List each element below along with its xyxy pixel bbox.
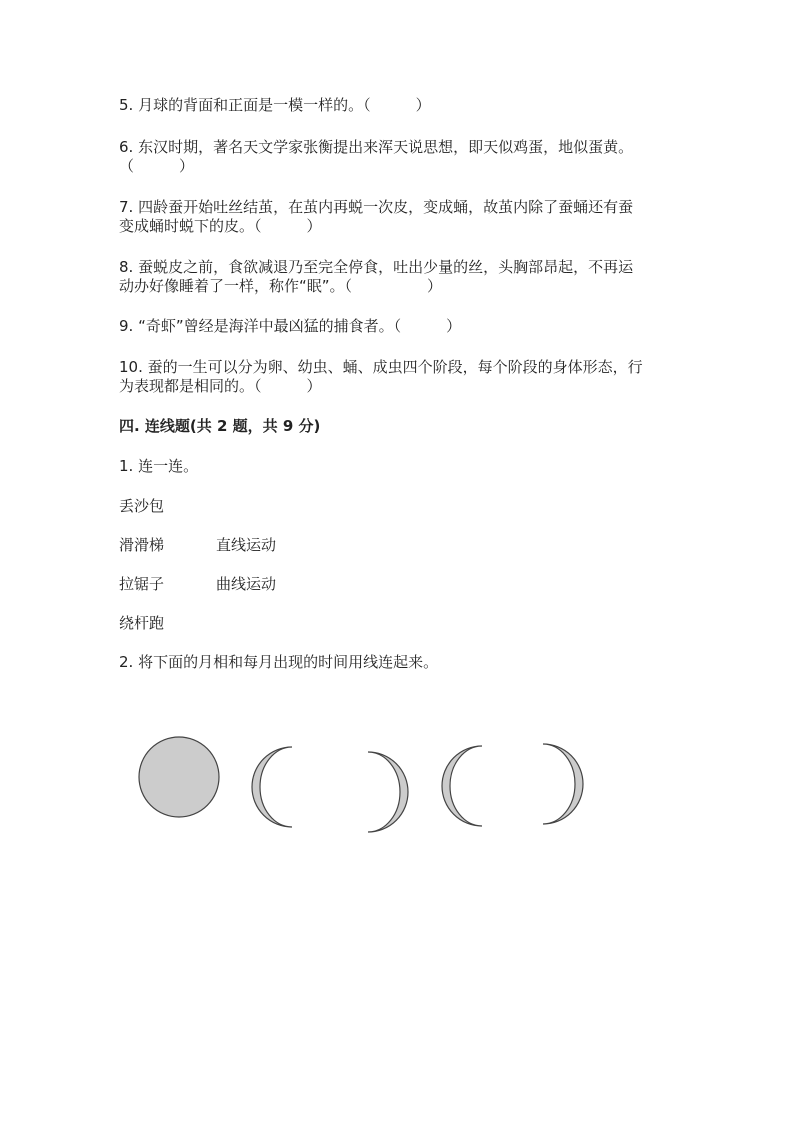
judge-item-10-line2: 为表现都是相同的。（ ） xyxy=(119,377,322,395)
left-item-4: 绕杆跑 xyxy=(119,614,165,632)
judge-item-8-line2: 动办好像睡着了一样，称作“眠”。（ ） xyxy=(119,277,443,295)
moon-phases-figure xyxy=(130,730,590,840)
judge-item-10-line1: 10. 蚕的一生可以分为卵、幼虫、蛹、成虫四个阶段，每个阶段的身体形态，行 xyxy=(119,358,643,376)
judge-item-9: 9. “奇虾”曾经是海洋中最凶猛的捕食者。（ ） xyxy=(119,317,462,335)
waning-crescent-icon xyxy=(442,746,482,826)
waxing-crescent-icon xyxy=(543,744,583,824)
left-item-3: 拉锯子 xyxy=(119,575,165,593)
judge-item-7-line1: 7. 四龄蚕开始吐丝结茧，在茧内再蜕一次皮，变成蛹，故茧内除了蚕蛹还有蚕 xyxy=(119,198,634,216)
right-item-2: 曲线运动 xyxy=(216,575,277,593)
left-item-1: 丢沙包 xyxy=(119,497,165,515)
judge-item-7-line2: 变成蛹时蜕下的皮。（ ） xyxy=(119,217,322,235)
waxing-crescent-icon xyxy=(368,752,408,832)
judge-item-5: 5. 月球的背面和正面是一模一样的。（ ） xyxy=(119,96,431,114)
right-item-1: 直线运动 xyxy=(216,536,277,554)
left-item-2: 滑滑梯 xyxy=(119,536,165,554)
question-1-title: 1. 连一连。 xyxy=(119,457,199,475)
question-2-title: 2. 将下面的月相和每月出现的时间用线连起来。 xyxy=(119,653,439,671)
waning-crescent-icon xyxy=(252,747,292,827)
judge-item-8-line1: 8. 蚕蜕皮之前，食欲减退乃至完全停食，吐出少量的丝，头胸部昂起，不再运 xyxy=(119,258,634,276)
judge-item-6-line1: 6. 东汉时期，著名天文学家张衡提出来浑天说思想，即天似鸡蛋，地似蛋黄。 xyxy=(119,138,634,156)
judge-item-6-line2: （ ） xyxy=(119,157,195,175)
section-heading: 四. 连线题(共 2 题，共 9 分) xyxy=(119,417,321,435)
full-moon-icon xyxy=(139,737,219,817)
